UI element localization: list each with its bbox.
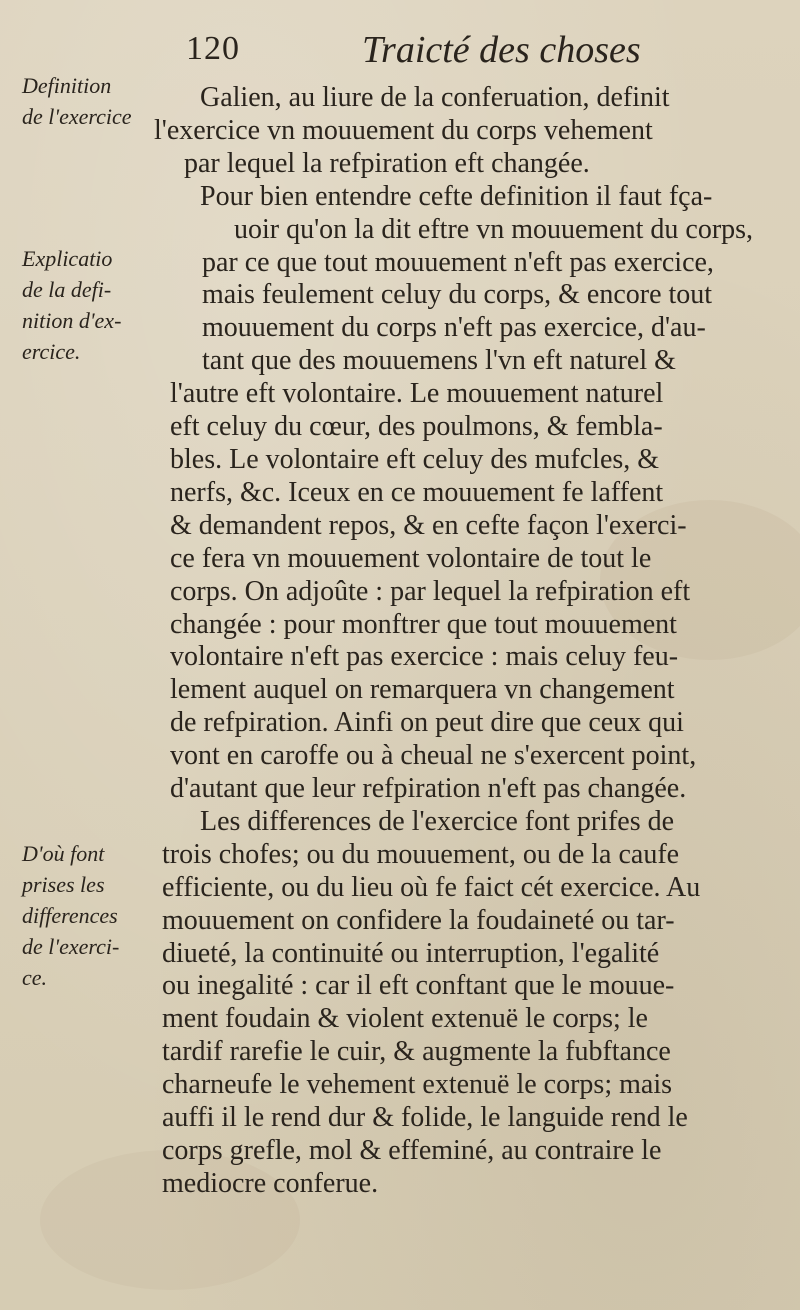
text-line: changée : pour monftrer que tout mouuement xyxy=(170,608,677,640)
text-line: Les differences de l'exercice font prifes de xyxy=(200,805,675,837)
text-line: mouuement on confidere la foudaineté ou tar- xyxy=(162,904,675,936)
text-line: corps grefle, mol & effeminé, au contraire le xyxy=(162,1135,662,1166)
page-number: 120 xyxy=(186,30,240,67)
text-line: l'exercice vn mouuement du corps vehement xyxy=(154,114,653,146)
text-line: bles. Le volontaire eft celuy des mufcles, & xyxy=(170,443,660,475)
text-line: tardif rarefie le cuir, & augmente la fubftance xyxy=(162,1036,671,1068)
margin-note-line: de la defi- xyxy=(22,277,112,302)
text-line: de refpiration. Ainfi on peut dire que ceux qui xyxy=(170,707,684,739)
text-line: d'autant que leur refpiration n'eft pas changée. xyxy=(170,773,687,805)
margin-note-line: Explicatio xyxy=(22,246,113,271)
margin-note-explication xyxy=(22,243,172,367)
text-line: trois chofes; ou du mouuement, ou de la caufe xyxy=(162,838,680,870)
text-line: Galien, au liure de la conferuation, definit xyxy=(200,82,670,113)
text-line: lement auquel on remarquera vn changement xyxy=(170,674,675,706)
margin-note-line: Definition xyxy=(22,73,112,98)
text-line: mediocre conferue. xyxy=(162,1167,379,1199)
text-line: l'autre eft volontaire. Le mouuement naturel xyxy=(170,378,664,410)
running-title: Traicté des choses xyxy=(362,29,641,71)
margin-note-line: D'où font xyxy=(22,841,105,866)
text-line: Pour bien entendre cefte definition il faut fça- xyxy=(200,180,713,212)
text-line: tant que des mouuemens l'vn eft naturel & xyxy=(202,345,676,377)
text-line: par lequel la refpiration eft changée. xyxy=(184,147,590,179)
text-line: & demandent repos, & en cefte façon l'exerci- xyxy=(170,509,687,541)
text-line: mouuement du corps n'eft pas exercice, d'au- xyxy=(202,312,706,344)
text-line: vont en caroffe ou à cheual ne s'exercent point, xyxy=(170,740,697,772)
margin-note-line: prises les xyxy=(22,872,105,897)
margin-note-differences xyxy=(22,838,172,993)
text-line: auffi il le rend dur & folide, le languide rend le xyxy=(162,1102,688,1134)
margin-note-definition xyxy=(22,70,172,132)
text-line: volontaire n'eft pas exercice : mais celuy feu- xyxy=(170,641,679,673)
text-line: ce fera vn mouuement volontaire de tout le xyxy=(170,542,652,574)
text-line: efficiente, ou du lieu où fe faict cét exercice. Au xyxy=(162,871,701,903)
body-text xyxy=(154,82,764,1201)
text-line: par ce que tout mouuement n'eft pas exercice, xyxy=(202,246,714,278)
text-line: mais feulement celuy du corps, & encore tout xyxy=(202,279,713,311)
text-line: ou inegalité : car il eft conftant que le mouue- xyxy=(162,970,675,1002)
margin-note-line: de l'exercice xyxy=(22,104,132,129)
margin-note-line: nition d'ex- xyxy=(22,308,122,333)
margin-note-line: ce. xyxy=(22,965,48,990)
text-line: corps. On adjoûte : par lequel la refpiration eft xyxy=(170,575,691,607)
text-line: ment foudain & violent extenuë le corps; le xyxy=(162,1003,648,1035)
text-line: uoir qu'on la dit eftre vn mouuement du corps, xyxy=(234,213,754,245)
margin-note-line: de l'exerci- xyxy=(22,934,120,959)
text-line: eft celuy du cœur, des poulmons, & fembla- xyxy=(170,411,663,443)
text-line: diueté, la continuité ou interruption, l'egalité xyxy=(162,937,660,969)
margin-notes xyxy=(22,0,172,1310)
margin-note-line: ercice. xyxy=(22,339,81,364)
margin-note-line: differences xyxy=(22,903,118,928)
text-line: charneufe le vehement extenuë le corps; mais xyxy=(162,1069,672,1101)
text-line: nerfs, &c. Iceux en ce mouuement fe laffent xyxy=(170,476,664,508)
